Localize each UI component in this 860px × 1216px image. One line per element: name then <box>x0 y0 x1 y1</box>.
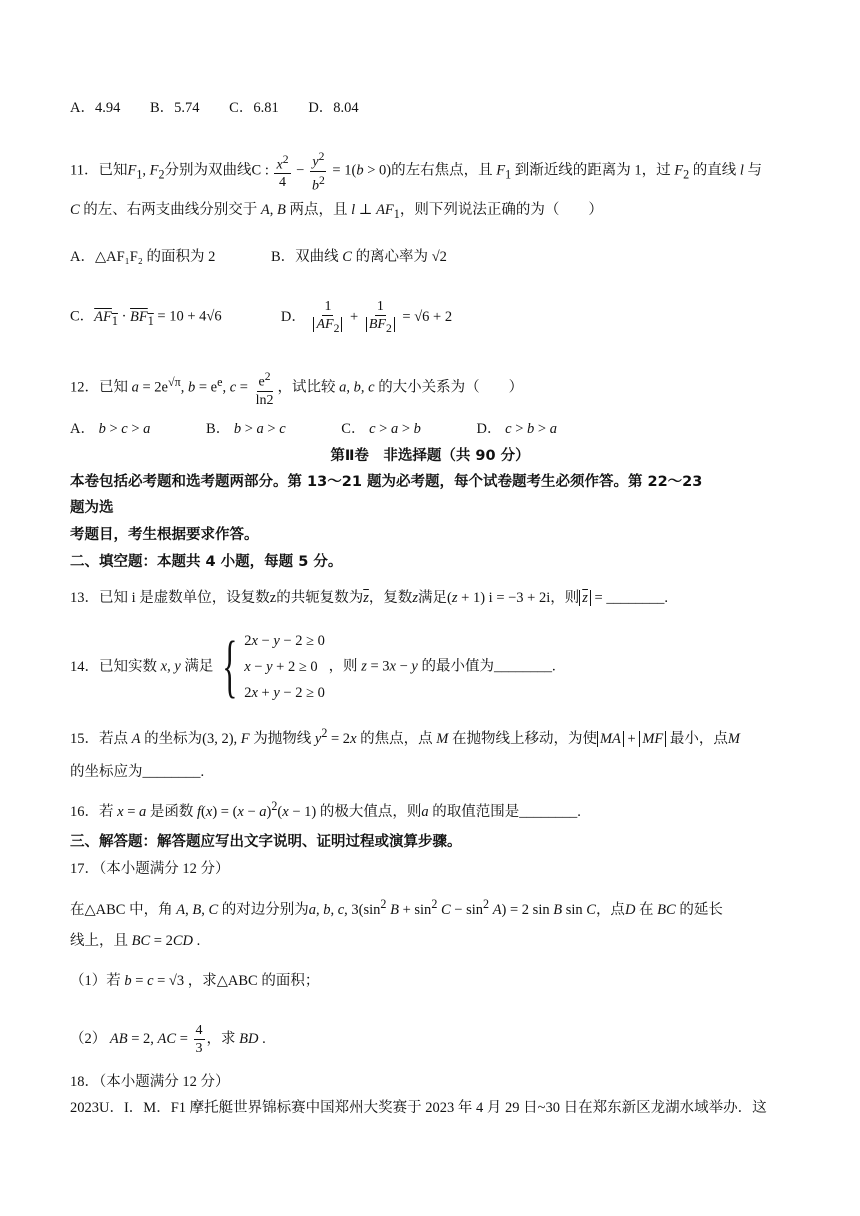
section-2-intro-line2: 题为选 <box>70 500 114 516</box>
fraction: $\frac{x^2}{4}$ <box>276 152 289 191</box>
q17-header: 17．（本小题满分 12 分） <box>70 861 230 877</box>
q11-stem-line2: C 的左、右两支曲线分别交于 A, B 两点，且 l ⊥ $AF_1$，则下列说法正确的为（ ） <box>70 202 603 221</box>
constraint-system: 2x − y − 2 ≥ 0 x − y + 2 ≥ 0 2x + y − 2 ≥ 0 <box>244 633 325 701</box>
fraction: $\frac{e^2}{\ln 2}$ <box>255 370 274 408</box>
q12-options <box>70 419 557 439</box>
part-2-heading: 二、填空题：本题共 4 小题，每题 5 分。 <box>70 554 343 570</box>
q17-stem-line1: 在△ABC 中，角 A, B, C 的对边分别为a, b, c, $3(\sin^2$ $B + \sin^2 C - \sin^2 A) = 2$ sin B sin C，点D 在 BC 的延长 <box>70 897 723 918</box>
q13-stem: 13．已知 i 是虚数单位，设复数z的共轭复数为$\overline{z}$，复数z满足(z + 1) i = −3 + 2i，则 $\overline{z}$ = ________. <box>70 590 668 606</box>
q18-header: 18．（本小题满分 12 分） <box>70 1074 230 1090</box>
part-3-heading: 三、解答题：解答题应写出文字说明、证明过程或演算步骤。 <box>70 834 462 850</box>
q15-stem-line2: 的坐标应为________. <box>70 764 205 780</box>
q10-option-b: B．5.74 <box>149 100 200 116</box>
q10-option-d: D．8.04 <box>308 100 359 116</box>
fraction: $\frac{y^2}{b^2}$ <box>311 150 325 194</box>
fraction: $\frac{4}{3}$ <box>195 1023 203 1056</box>
q12-option-c: C． c > a > b <box>341 421 421 437</box>
section-2-title: 第Ⅱ卷 非选择题（共 90 分） <box>330 448 530 464</box>
q12-option-a: A． b > c > a <box>70 421 151 437</box>
q11-option-d: D． $\frac{1}{AF_2}$ + $\frac{1}{BF_2}$ = √6 + 2 <box>280 299 453 335</box>
q11-option-c: C．$AF_1 \cdot BF_1 = 10 + 4√6$ <box>70 308 222 328</box>
section-2-intro-line3: 考题目，考生根据要求作答。 <box>70 527 259 543</box>
q12-stem: 12．已知 $a = 2e^{√\pi}$, $b = e^e$, c = $\frac{e^2}{\ln 2}$ ，试比较 a, b, c 的大小关系为（ ） <box>70 370 524 408</box>
q10-options <box>70 98 359 118</box>
q17-sub2: （2） AB = 2, AC = $\frac{4}{3}$ ，求 BD . <box>70 1023 266 1056</box>
q12-option-b: B． b > a > c <box>206 421 286 437</box>
q18-stem-line1: 2023U．I．M．F1 摩托艇世界锦标赛中国郑州大奖赛于 2023 年 4 月 29 日~30 日在郑东新区龙湖水域举办．这 <box>70 1100 767 1116</box>
q11-option-a: A．△AF₁F₂ 的面积为 2 <box>70 249 216 265</box>
q15-stem-line1: 15．若点 A 的坐标为(3, 2), F 为抛物线 $y^2 = 2x$ 的焦点，点 M 在抛物线上移动，为使 MA + MF 最小，点M <box>70 726 740 747</box>
q12-option-d: D． c > b > a <box>476 421 557 437</box>
q10-option-a: A．4.94 <box>70 100 121 116</box>
section-2-intro-line1: 本卷包括必考题和选考题两部分。第 13～21 题为必考题，每个试卷题考生必须作答。第 22～23 <box>70 474 703 490</box>
q17-sub1: （1）若 b = c = √3 ，求△ABC 的面积； <box>70 973 320 989</box>
q11-stem-line1: 11．已知$F_1$, $F_2$分别为双曲线C : $\frac{x^2}{4}$ − $\frac{y^2}{b^2}$ = 1(b > 0)的左右焦点，且 $F_1$ 到渐近线的距离为 1，过 $F_2$ 的直线 l 与 <box>70 150 763 194</box>
q17-stem-line2: 线上，且 BC = 2CD . <box>70 933 201 949</box>
q14-stem: 14．已知实数 x, y 满足 { 2x − y − 2 ≥ 0 x − y + 2 ≥ 0 2x + y − 2 ≥ 0 ，则 z = 3x − y 的最小值为________. <box>70 628 556 705</box>
q11-options-cd <box>70 298 452 337</box>
q16-stem: 16．若 x = a 是函数 $f(x) = (x - a)^2(x - 1)$ 的极大值点，则a 的取值范围是________. <box>70 799 581 820</box>
q11-options-ab <box>70 247 447 267</box>
q10-option-c: C．6.81 <box>229 100 279 116</box>
q11-option-b: B．双曲线 C 的离心率为 √2 <box>270 249 447 265</box>
